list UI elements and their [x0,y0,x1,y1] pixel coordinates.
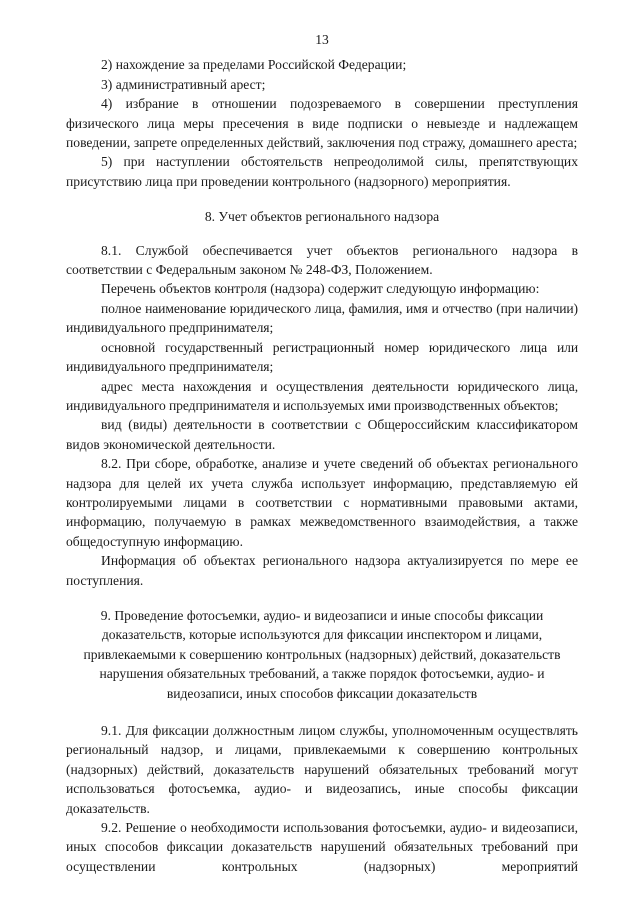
list-item: 5) при наступлении обстоятельств непреодолимой силы, препятствующих присутствию лица при проведении контрольного (надзорного) мероприятия. [66,154,578,189]
paragraph-9-1: 9.1. Для фиксации должностным лицом службы, уполномоченным осуществлять региональный надзор, и лицами, привлекаемыми к совершению контрольных (надзорных) действий, доказательств нарушений обязательных требований могут использоваться фотосъемка, аудио- и видеозапись, иные способы фиксации доказательств. [66,723,578,816]
paragraph-objects-list-intro: Перечень объектов контроля (надзора) содержит следующую информацию: [101,281,540,297]
paragraph-9-2: 9.2. Решение о необходимости использования фотосъемки, аудио- и видеозаписи, иных способов фиксации доказательств нарушений обязательных требований при осуществлении контрольных (надзорных) мероприятий [66,820,578,874]
paragraph-full-name: полное наименование юридического лица, фамилия, имя и отчество (при наличии) индивидуального предпринимателя; [66,300,578,336]
section-8-heading: 8. Учет объектов регионального надзора [204,209,440,225]
paragraph-8-1: 8.1. Службой обеспечивается учет объектов регионального надзора в соответствии с Федеральным законом № 248-ФЗ, Положением. [66,242,578,278]
page-number: 13 [315,32,329,47]
section-9-heading: 9. Проведение фотосъемки, аудио- и видеозаписи и иные способы фиксации доказательств, которые используются для фиксации инспектором и лицами, привлекаемыми к совершению контрольных (надзорных) действий, доказательств нарушения обязательных требований, а также порядок фотосъемки, аудио- и видеозаписи, иных способов фиксации доказательств [83,607,561,701]
list-item: 3) административный арест; [101,76,266,92]
paragraph-8-2: 8.2. При сборе, обработке, анализе и учете сведений об объектах регионального надзора для целей их учета служба использует информацию, представляемую ей контролируемыми лицами в соответствии с нормативными правовыми актами, информацию, получаемую в рамках межведомственного взаимодействия, а также общедоступную информацию. [66,456,578,549]
paragraph-actualization: Информация об объектах регионального надзора актуализируется по мере ее поступления. [66,553,578,588]
paragraph-activity-type: вид (виды) деятельности в соответствии с Общероссийским классификатором видов экономической деятельности. [66,417,578,452]
list-item: 2) нахождение за пределами Российской Федерации; [101,57,407,73]
paragraph-ogrn: основной государственный регистрационный номер юридического лица или индивидуального предпринимателя; [66,339,578,375]
list-item: 4) избрание в отношении подозреваемого в совершении преступления физического лица меры пресечения в виде подписки о невыезде и надлежащем поведении, запрете определенных действий, заключения под стражу, домашнего ареста; [66,96,578,151]
paragraph-address: адрес места нахождения и осуществления деятельности юридического лица, индивидуального предпринимателя и используемых ими производственных объектов; [66,378,578,413]
